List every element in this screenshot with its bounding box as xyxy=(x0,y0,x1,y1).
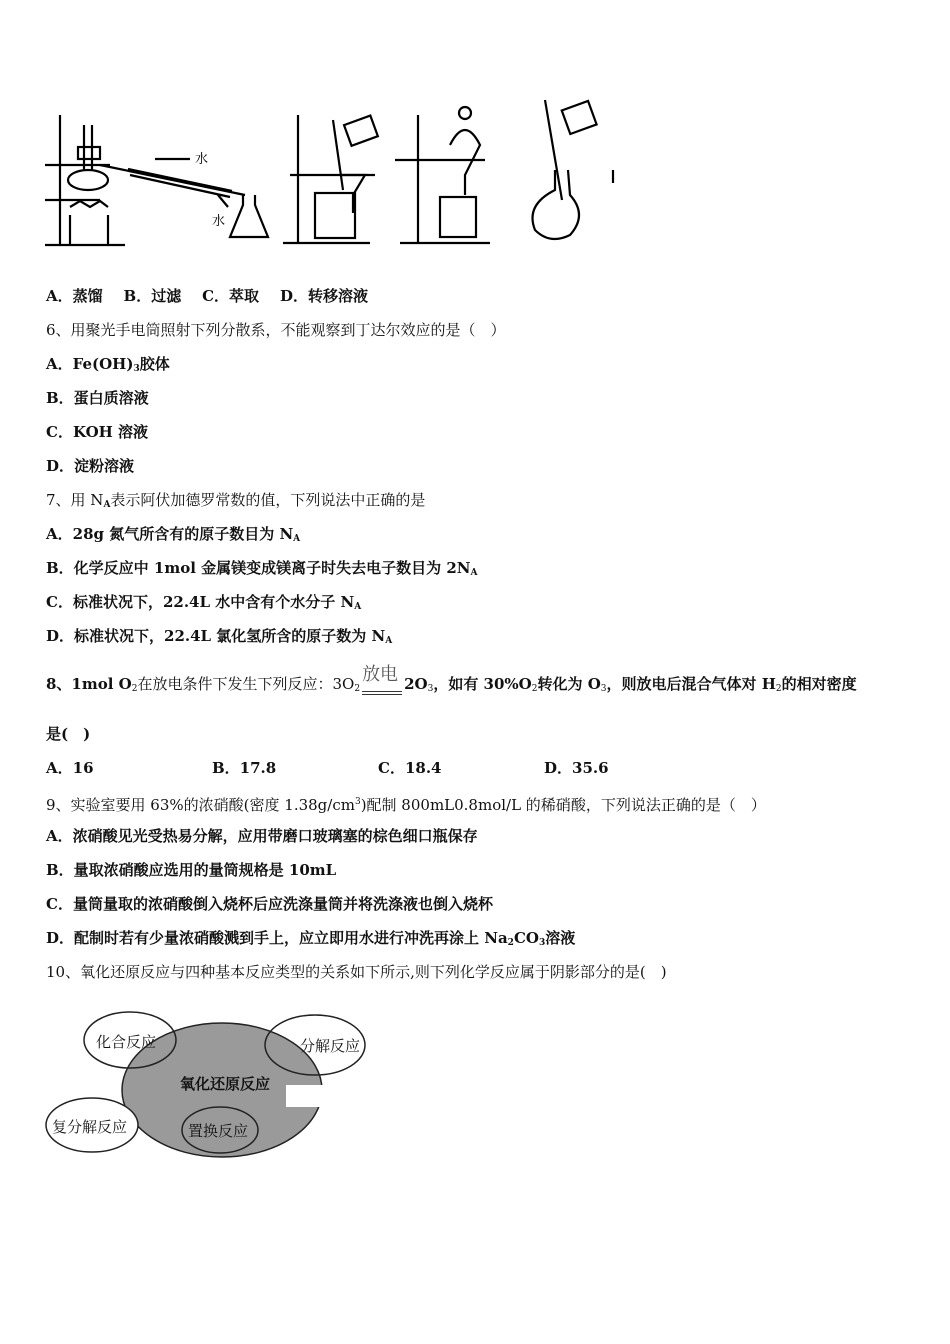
reaction-condition: 放电 xyxy=(362,664,399,685)
q8-p1: 8、1mol O xyxy=(46,675,132,693)
combination-label: 化合反应 xyxy=(96,1033,157,1051)
q5-option-a[interactable]: A．蒸馏 xyxy=(46,287,103,305)
q7-option-b[interactable] xyxy=(46,558,478,583)
q9-d-post: 溶液 xyxy=(545,929,576,947)
q7-option-a[interactable] xyxy=(46,524,300,549)
q10-stem: 10、氧化还原反应与四种基本反应类型的关系如下所示,则下列化学反应属于阴影部分的是( ) xyxy=(46,963,667,981)
double-displacement-label: 复分解反应 xyxy=(52,1118,128,1136)
q6-a-text: A．Fe(OH) xyxy=(46,355,134,373)
q7-d-text: D．标准状况下，22.4L 氯化氢所含的原子数为 N xyxy=(46,627,386,645)
q8-p7: 的相对密度 xyxy=(781,675,857,693)
q9-option-d[interactable] xyxy=(46,928,575,953)
q7-option-d[interactable] xyxy=(46,626,392,651)
q7-a-text: A．28g 氮气所含有的原子数目为 N xyxy=(46,525,294,543)
q6-option-a[interactable] xyxy=(46,354,170,379)
q8-p4: ，如有 30%O xyxy=(433,675,532,693)
q7-c-sub: A xyxy=(354,602,362,612)
q9-stem xyxy=(46,792,766,815)
q7-option-c[interactable] xyxy=(46,592,361,617)
q8-options xyxy=(46,758,609,778)
q6-option-b[interactable]: B．蛋白质溶液 xyxy=(46,389,149,407)
q8-p5: 转化为 O xyxy=(537,675,601,693)
q8-s6: 2 xyxy=(775,684,782,694)
q9-option-c[interactable]: C．量筒量取的浓硝酸倒入烧杯后应洗涤量筒并将洗涤液也倒入烧杯 xyxy=(46,895,493,913)
q8-s3: 3 xyxy=(427,684,434,694)
lab-apparatus-figure xyxy=(40,95,630,255)
q8-p6: ，则放电后混合气体对 H xyxy=(606,675,776,693)
q5-option-c[interactable]: C．萃取 xyxy=(202,287,260,305)
q9-option-a[interactable]: A．浓硝酸见光受热易分解，应用带磨口玻璃塞的棕色细口瓶保存 xyxy=(46,827,478,845)
q6-stem: 6、用聚光手电筒照射下列分散系，不能观察到丁达尔效应的是（ ） xyxy=(46,321,506,339)
q8-stem-line2: 是( ) xyxy=(46,725,91,743)
q8-option-b[interactable]: B．17.8 xyxy=(212,759,277,777)
q7-c-text: C．标准状况下，22.4L 水中含有个水分子 N xyxy=(46,593,355,611)
q7-stem-post: 表示阿伏加德罗常数的值，下列说法中正确的是 xyxy=(110,491,426,509)
water-label-in: 水 xyxy=(195,152,209,167)
q9-d-mid: CO xyxy=(513,929,539,947)
q7-b-sub: A xyxy=(470,568,478,578)
q6-option-c[interactable]: C．KOH 溶液 xyxy=(46,423,149,441)
q7-d-sub: A xyxy=(385,636,393,646)
q8-p3: 2O xyxy=(404,675,428,693)
q6-a-sub: 3 xyxy=(133,364,140,374)
q8-p2: 在放电条件下发生下列反应：3O xyxy=(137,675,355,693)
q6-a-post: 胶体 xyxy=(139,355,170,373)
q9-stem-post: )配制 800mL0.8mol/L 的稀硝酸，下列说法正确的是（ ） xyxy=(360,796,766,814)
q9-d-sub1: 2 xyxy=(507,938,514,948)
q8-s5: 3 xyxy=(600,684,607,694)
water-label-out: 水 xyxy=(212,214,226,229)
q8-s1: 2 xyxy=(131,684,138,694)
q8-s2: 2 xyxy=(354,684,361,694)
q7-stem-sub: A xyxy=(103,500,111,510)
q6-option-d[interactable]: D．淀粉溶液 xyxy=(46,457,135,475)
q8-s4: 2 xyxy=(531,684,538,694)
q9-option-b[interactable]: B．量取浓硝酸应选用的量筒规格是 10mL xyxy=(46,861,337,879)
redox-label: 氧化还原反应 xyxy=(180,1075,271,1093)
q7-b-text: B．化学反应中 1mol 金属镁变成镁离子时失去电子数目为 2N xyxy=(46,559,471,577)
q8-stem xyxy=(46,664,857,699)
q9-d-pre: D．配制时若有少量浓硝酸溅到手上，应立即用水进行冲洗再涂上 Na xyxy=(46,929,508,947)
q7-a-sub: A xyxy=(293,534,301,544)
q8-option-c[interactable]: C．18.4 xyxy=(378,759,442,777)
q7-stem xyxy=(46,490,425,515)
reaction-venn-diagram xyxy=(40,1005,380,1165)
q9-d-sub2: 3 xyxy=(538,938,546,948)
reaction-arrow xyxy=(360,664,404,699)
q8-option-a[interactable]: A．16 xyxy=(46,759,94,777)
q9-stem-pre: 9、实验室要用 63%的浓硝酸(密度 1.38g/cm xyxy=(46,796,355,814)
q5-option-d[interactable]: D．转移溶液 xyxy=(279,287,368,305)
q5-options xyxy=(46,286,368,306)
decomposition-label: 分解反应 xyxy=(300,1037,361,1055)
displacement-label: 置换反应 xyxy=(188,1122,249,1140)
q9-stem-sup: 3 xyxy=(354,797,361,807)
q7-stem-pre: 7、用 N xyxy=(46,491,104,509)
q5-option-b[interactable]: B．过滤 xyxy=(123,287,182,305)
q8-option-d[interactable]: D．35.6 xyxy=(544,759,609,777)
